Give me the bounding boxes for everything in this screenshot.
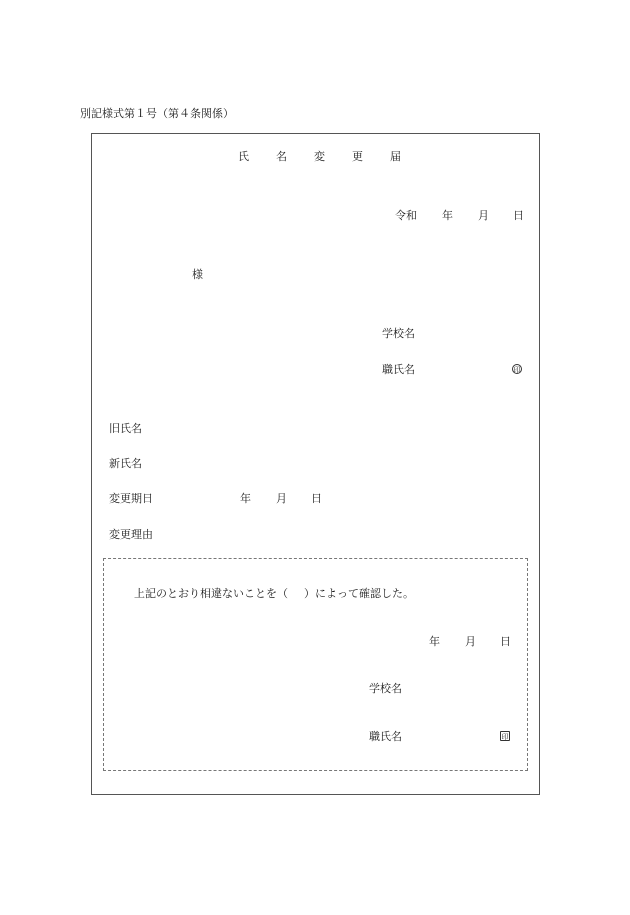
applicant-seal-icon: 印 xyxy=(513,366,521,374)
change-date-label: 変更期日 xyxy=(109,492,153,505)
change-date-day: 日 xyxy=(311,492,322,505)
confirmation-statement xyxy=(134,588,414,599)
applicant-name-label: 職氏名 xyxy=(382,363,415,376)
date-year: 年 xyxy=(442,209,453,222)
confirmation-statement-pre: 上記のとおり相違ないことを（ xyxy=(134,587,288,600)
confirmation-statement-post: ）によって確認した。 xyxy=(304,587,414,600)
confirmation-date-day: 日 xyxy=(500,635,511,648)
date-month: 月 xyxy=(478,209,489,222)
date-day: 日 xyxy=(513,209,524,222)
new-name-label: 新氏名 xyxy=(109,457,142,470)
confirmer-name-label: 職氏名 xyxy=(369,730,402,743)
confirmation-date-year: 年 xyxy=(429,635,440,648)
confirmation-date-month: 月 xyxy=(465,635,476,648)
change-date-year: 年 xyxy=(240,492,251,505)
form-title: 氏名変更届 xyxy=(238,150,428,163)
date-era: 令和 xyxy=(395,209,417,222)
change-date-month: 月 xyxy=(276,492,287,505)
applicant-school-label: 学校名 xyxy=(382,327,415,340)
confirmer-seal-icon: 印 xyxy=(501,733,509,741)
addressee-suffix: 様 xyxy=(192,268,203,281)
change-reason-label: 変更理由 xyxy=(109,528,153,541)
old-name-label: 旧氏名 xyxy=(109,422,142,435)
confirmer-school-label: 学校名 xyxy=(369,682,402,695)
header-note: 別記様式第１号（第４条関係） xyxy=(80,107,234,120)
